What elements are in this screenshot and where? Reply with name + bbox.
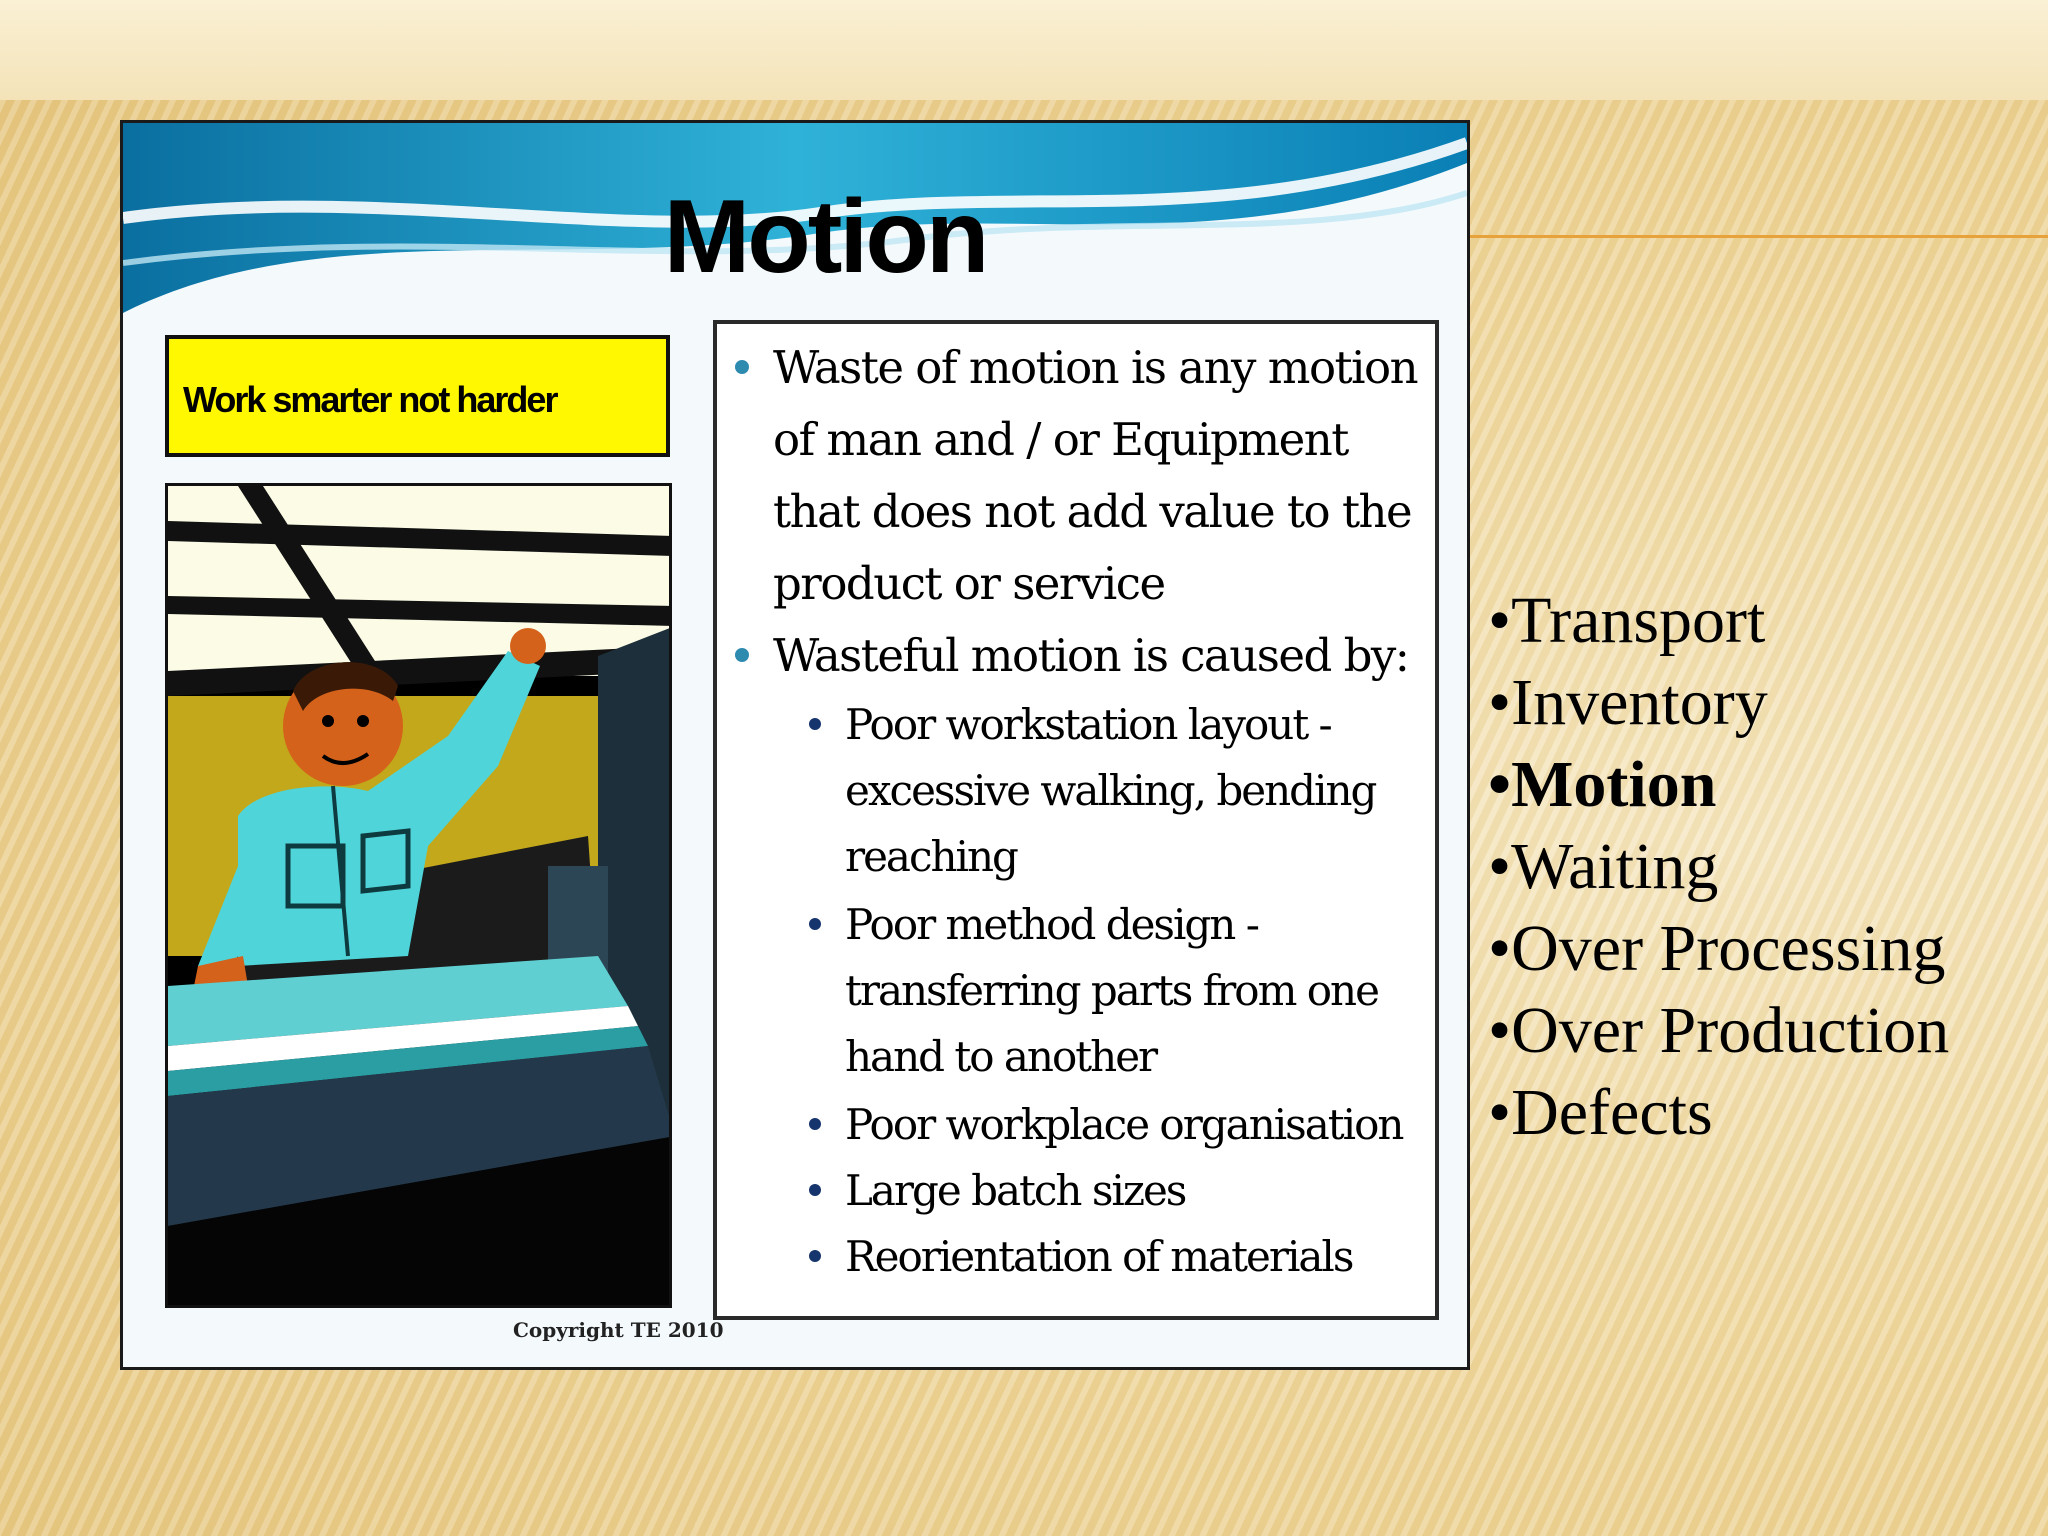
sub-bullet-marker	[809, 918, 821, 930]
slide-top-band	[0, 0, 2048, 100]
sub-bullet-method: Poor method design - transferring parts from one hand to another	[845, 892, 1405, 1090]
bullet-marker	[735, 648, 749, 662]
copyright-text: Copyright TE 2010	[513, 1318, 724, 1342]
bullet-marker	[735, 360, 749, 374]
sub-bullet-marker	[809, 718, 821, 730]
bullet-causes: Wasteful motion is caused by:	[773, 620, 1433, 692]
slide-title: Motion	[663, 179, 987, 295]
bullet-definition: Waste of motion is any motion of man and / or Equipment that does not add value to the product or service	[773, 332, 1433, 620]
tagline-box	[165, 335, 670, 457]
waste-item-over-production: •Over Production	[1488, 994, 1950, 1067]
tagline-text: Work smarter not harder	[183, 379, 557, 420]
waste-item-over-processing: •Over Processing	[1488, 912, 1946, 985]
sub-bullet-marker	[809, 1184, 821, 1196]
definition-panel	[713, 320, 1439, 1320]
sub-bullet-marker	[809, 1250, 821, 1262]
sub-bullet-marker	[809, 1118, 821, 1130]
waste-item-motion: •Motion	[1488, 748, 1717, 821]
waste-item-waiting: •Waiting	[1488, 830, 1719, 903]
sub-bullet-organisation: Poor workplace organisation	[845, 1092, 1425, 1158]
seven-wastes-list	[1488, 580, 1949, 1154]
waste-item-defects: •Defects	[1488, 1076, 1713, 1149]
waste-item-inventory: •Inventory	[1488, 666, 1768, 739]
sub-bullet-batch: Large batch sizes	[845, 1158, 1405, 1224]
embedded-slide	[120, 120, 1470, 1370]
worker-illustration	[165, 483, 672, 1308]
waste-item-transport: •Transport	[1488, 584, 1766, 657]
accent-line	[1470, 235, 2048, 238]
sub-bullet-reorientation: Reorientation of materials	[845, 1224, 1405, 1290]
sub-bullet-layout: Poor workstation layout - excessive walking, bending reaching	[845, 692, 1405, 890]
